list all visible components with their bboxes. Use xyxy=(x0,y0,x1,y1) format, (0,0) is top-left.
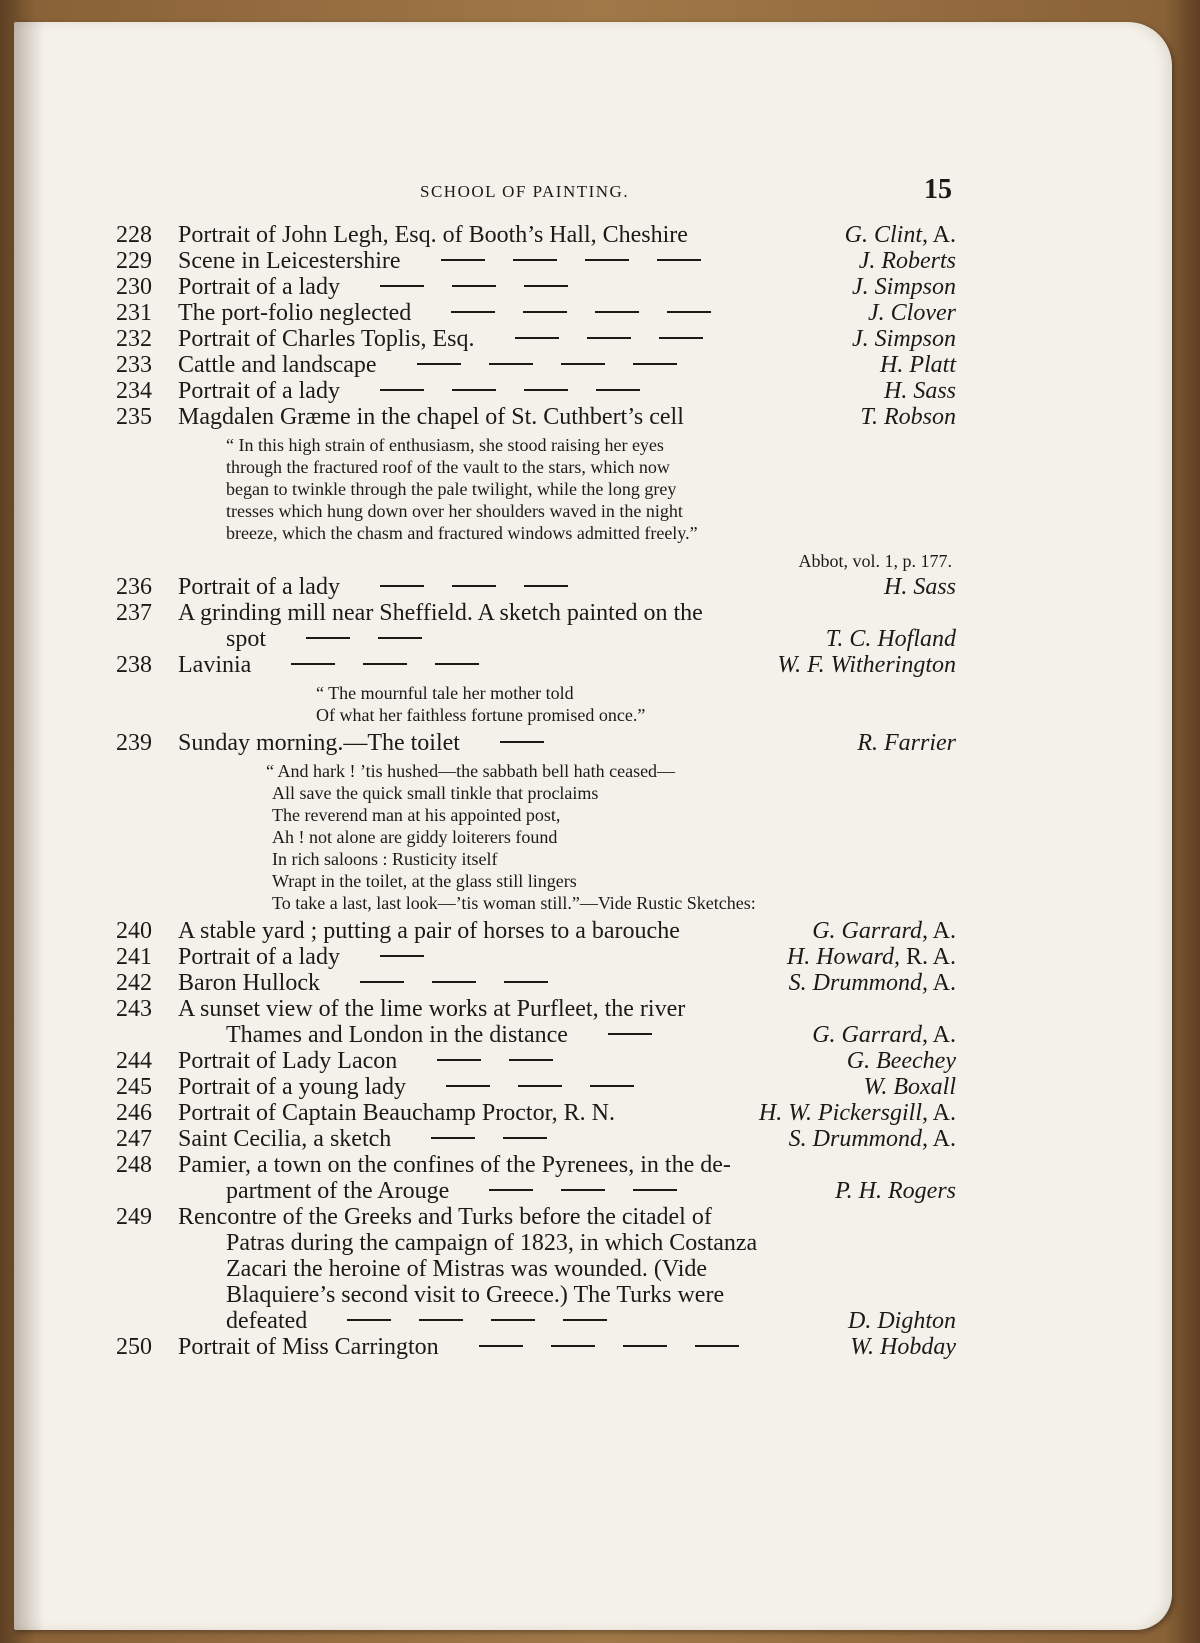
entry-number: 230 xyxy=(116,274,152,300)
entry-title: Portrait of John Legh, Esq. of Booth’s Hall, Cheshire xyxy=(178,222,688,248)
entry-title-line xyxy=(116,1204,956,1230)
entry-number: 235 xyxy=(116,404,152,430)
artist-name xyxy=(789,1126,956,1152)
entry-number: 237 xyxy=(116,600,152,626)
entry-continuation-line xyxy=(116,1178,956,1204)
entry-number: 241 xyxy=(116,944,152,970)
leader-dash xyxy=(524,585,568,587)
artist-name-text: P. H. Rogers xyxy=(835,1178,956,1204)
catalogue-entry xyxy=(116,1100,956,1126)
entry-title: Thames and London in the distance xyxy=(226,1022,568,1048)
entry-title-line xyxy=(116,970,956,996)
artist-name xyxy=(880,352,956,378)
entry-title: Scene in Leicestershire xyxy=(178,248,401,274)
catalogue-entry xyxy=(116,730,956,914)
entry-title: Blaquiere’s second visit to Greece.) The Turks were xyxy=(226,1282,725,1308)
artist-name xyxy=(850,1334,956,1360)
entry-title-line xyxy=(116,378,956,404)
catalogue-entry xyxy=(116,404,956,574)
artist-name-text: J. Clover xyxy=(868,300,956,326)
quotation-line: Ah ! not alone are giddy loiterers found xyxy=(272,827,558,847)
leader-dash xyxy=(479,1345,523,1347)
leader-dash xyxy=(563,1319,607,1321)
leader-dash xyxy=(452,285,496,287)
entry-number: 238 xyxy=(116,652,152,678)
leader-dash xyxy=(518,1085,562,1087)
entry-title: Lavinia xyxy=(178,652,252,678)
academy-rank: A. xyxy=(927,918,956,944)
leader-dash xyxy=(590,1085,634,1087)
academy-rank: A. xyxy=(927,970,956,996)
entry-number: 234 xyxy=(116,378,152,404)
entry-title: Portrait of Captain Beauchamp Proctor, R. N. xyxy=(178,1100,615,1126)
artist-name-text: D. Dighton xyxy=(848,1308,956,1334)
entry-title: Portrait of a lady xyxy=(178,274,340,300)
catalogue-entries xyxy=(116,222,956,1360)
leader-dash xyxy=(417,363,461,365)
entry-title-line xyxy=(116,918,956,944)
catalogue-entry xyxy=(116,918,956,944)
catalogue-entry xyxy=(116,944,956,970)
artist-name-text: J. Simpson xyxy=(852,326,956,352)
academy-rank: R. A. xyxy=(899,944,956,970)
artist-name-text: J. Simpson xyxy=(852,274,956,300)
artist-name-text: H. Platt xyxy=(880,352,956,378)
quotation-citation: Abbot, vol. 1, p. 177. xyxy=(798,551,952,571)
entry-title: A grinding mill near Sheffield. A sketch painted on the xyxy=(178,600,703,626)
entry-number: 232 xyxy=(116,326,152,352)
entry-title-line xyxy=(116,730,956,756)
entry-number: 243 xyxy=(116,996,152,1022)
catalogue-entry xyxy=(116,1334,956,1360)
leader-dash xyxy=(551,1345,595,1347)
artist-name xyxy=(845,222,956,248)
catalogue-entry xyxy=(116,378,956,404)
entry-title-line xyxy=(116,1048,956,1074)
artist-name-text: H. Sass xyxy=(883,574,956,600)
entry-title: Portrait of a lady xyxy=(178,574,340,600)
artist-name-text: G. Garrard, xyxy=(812,1022,928,1048)
entry-continuation-line xyxy=(116,1256,956,1282)
leader-dash xyxy=(432,981,476,983)
leader-dash xyxy=(451,311,495,313)
entry-title-line xyxy=(116,1100,956,1126)
entry-number: 233 xyxy=(116,352,152,378)
entry-title: Portrait of a young lady xyxy=(178,1074,406,1100)
leader-dash xyxy=(489,363,533,365)
artist-name-text: G. Beechey xyxy=(846,1048,956,1074)
entry-title-line xyxy=(116,352,956,378)
artist-name xyxy=(852,274,956,300)
artist-name xyxy=(812,918,956,944)
leader-dash xyxy=(360,981,404,983)
entry-title: Portrait of a lady xyxy=(178,378,340,404)
leader-dash xyxy=(515,337,559,339)
artist-name xyxy=(789,970,956,996)
quotation-line: tresses which hung down over her shoulders waved in the night xyxy=(226,501,683,521)
artist-name xyxy=(868,300,956,326)
entry-title-line xyxy=(116,652,956,678)
entry-title: Cattle and landscape xyxy=(178,352,377,378)
entry-title: Rencontre of the Greeks and Turks before the citadel of xyxy=(178,1204,712,1230)
artist-name-text: S. Drummond, xyxy=(788,1126,928,1152)
artist-name xyxy=(777,652,956,678)
leader-dash xyxy=(587,337,631,339)
entry-title: Patras during the campaign of 1823, in which Costanza xyxy=(226,1230,758,1256)
entry-number: 248 xyxy=(116,1152,152,1178)
entry-quotation xyxy=(266,760,1006,914)
leader-dash xyxy=(513,259,557,261)
quotation-line: The reverend man at his appointed post, xyxy=(272,805,561,825)
artist-name-text: G. Clint, xyxy=(844,222,928,248)
entry-title: Saint Cecilia, a sketch xyxy=(178,1126,392,1152)
quotation-line: began to twinkle through the pale twilight, while the long grey xyxy=(226,479,677,499)
artist-name-text: H. W. Pickersgill, xyxy=(758,1100,928,1126)
leader-dash xyxy=(347,1319,391,1321)
entry-number: 249 xyxy=(116,1204,152,1230)
leader-dash xyxy=(419,1319,463,1321)
leader-dash xyxy=(491,1319,535,1321)
leader-dash xyxy=(659,337,703,339)
leader-dash xyxy=(380,585,424,587)
artist-name-text: T. Robson xyxy=(860,404,956,430)
entry-title-line xyxy=(116,326,956,352)
artist-name xyxy=(852,326,956,352)
quotation-line: Of what her faithless fortune promised once.” xyxy=(316,705,646,725)
leader-dash xyxy=(291,663,335,665)
entry-continuation-line xyxy=(116,626,956,652)
entry-number: 236 xyxy=(116,574,152,600)
entry-continuation-line xyxy=(116,1282,956,1308)
leader-dash xyxy=(378,637,422,639)
leader-dash xyxy=(503,1137,547,1139)
catalogue-entry xyxy=(116,274,956,300)
entry-title: partment of the Arouge xyxy=(226,1178,450,1204)
leader-dash xyxy=(524,389,568,391)
entry-title: Portrait of a lady xyxy=(178,944,340,970)
artist-name-text: G. Garrard, xyxy=(812,918,928,944)
entry-number: 250 xyxy=(116,1334,152,1360)
leader-dash xyxy=(437,1059,481,1061)
entry-title-line xyxy=(116,944,956,970)
entry-number: 231 xyxy=(116,300,152,326)
artist-name xyxy=(812,1022,956,1048)
entry-continuation-line xyxy=(116,1022,956,1048)
leader-dash xyxy=(500,741,544,743)
artist-name xyxy=(759,1100,956,1126)
running-head: SCHOOL OF PAINTING. xyxy=(420,182,630,201)
catalogue-entry xyxy=(116,300,956,326)
artist-name xyxy=(860,404,956,430)
catalogue-entry xyxy=(116,1048,956,1074)
quotation-line: “ The mournful tale her mother told xyxy=(316,683,574,703)
leader-dash xyxy=(363,663,407,665)
leader-dash xyxy=(561,363,605,365)
artist-name-text: H. Howard, xyxy=(786,944,900,970)
leader-dash xyxy=(380,955,424,957)
page-gutter-shadow xyxy=(14,22,44,1630)
leader-dash xyxy=(306,637,350,639)
catalogue-entry xyxy=(116,652,956,726)
entry-number: 229 xyxy=(116,248,152,274)
entry-title: Magdalen Græme in the chapel of St. Cuthbert’s cell xyxy=(178,404,684,430)
entry-number: 247 xyxy=(116,1126,152,1152)
academy-rank: A. xyxy=(927,1126,956,1152)
leader-dash xyxy=(633,1189,677,1191)
entry-title-line xyxy=(116,1126,956,1152)
entry-title: Sunday morning.—The toilet xyxy=(178,730,460,756)
quotation-line: breeze, which the chasm and fractured windows admitted freely.” xyxy=(226,523,698,543)
leader-dash xyxy=(446,1085,490,1087)
leader-dash xyxy=(452,389,496,391)
entry-number: 245 xyxy=(116,1074,152,1100)
entry-number: 240 xyxy=(116,918,152,944)
artist-name xyxy=(826,626,956,652)
entry-title: defeated xyxy=(226,1308,308,1334)
artist-name xyxy=(847,1048,956,1074)
entry-number: 244 xyxy=(116,1048,152,1074)
leader-dash xyxy=(380,285,424,287)
artist-name-text: H. Sass xyxy=(883,378,956,404)
leader-dash xyxy=(431,1137,475,1139)
entry-title-line xyxy=(116,1152,956,1178)
leader-dash xyxy=(489,1189,533,1191)
entry-title: Baron Hullock xyxy=(178,970,320,996)
entry-title: Zacari the heroine of Mistras was wounded. (Vide xyxy=(226,1256,708,1282)
quotation-line: “ In this high strain of enthusiasm, she stood raising her eyes xyxy=(226,435,664,455)
leader-dash xyxy=(595,311,639,313)
artist-name xyxy=(857,730,956,756)
quotation-line: through the fractured roof of the vault to the stars, which now xyxy=(226,457,670,477)
leader-dash xyxy=(608,1033,652,1035)
entry-title: A sunset view of the lime works at Purfleet, the river xyxy=(178,996,686,1022)
artist-name xyxy=(787,944,956,970)
leader-dash xyxy=(596,389,640,391)
catalogue-entry xyxy=(116,1152,956,1204)
leader-dash xyxy=(441,259,485,261)
entry-title: Pamier, a town on the confines of the Pyrenees, in the de- xyxy=(178,1152,731,1178)
quotation-line: “ And hark ! ’tis hushed—the sabbath bell hath ceased— xyxy=(266,761,676,781)
leader-dash xyxy=(623,1345,667,1347)
quotation-line: All save the quick small tinkle that proclaims xyxy=(272,783,599,803)
artist-name-text: W. F. Witherington xyxy=(777,652,956,678)
leader-dash xyxy=(504,981,548,983)
quotation-line: To take a last, last look—’tis woman still.”—Vide Rustic Sketches: xyxy=(272,893,756,913)
artist-name xyxy=(884,378,956,404)
leader-dash xyxy=(657,259,701,261)
entry-title-line xyxy=(116,996,956,1022)
entry-title-line xyxy=(116,248,956,274)
artist-name xyxy=(859,248,956,274)
entry-continuation-line xyxy=(116,1308,956,1334)
catalogue-entry xyxy=(116,222,956,248)
artist-name xyxy=(864,1074,956,1100)
entry-title-line xyxy=(116,600,956,626)
entry-number: 239 xyxy=(116,730,152,756)
leader-dash xyxy=(667,311,711,313)
catalogue-entry xyxy=(116,1204,956,1334)
artist-name xyxy=(835,1178,956,1204)
entry-title-line xyxy=(116,1074,956,1100)
catalogue-entry xyxy=(116,1074,956,1100)
entry-number: 228 xyxy=(116,222,152,248)
entry-title-line xyxy=(116,1334,956,1360)
leader-dash xyxy=(524,285,568,287)
entry-title: Portrait of Charles Toplis, Esq. xyxy=(178,326,475,352)
leader-dash xyxy=(435,663,479,665)
entry-title-line xyxy=(116,574,956,600)
entry-title: The port-folio neglected xyxy=(178,300,412,326)
page-number: 15 xyxy=(924,174,952,205)
leader-dash xyxy=(561,1189,605,1191)
entry-number: 246 xyxy=(116,1100,152,1126)
artist-name-text: S. Drummond, xyxy=(788,970,928,996)
catalogue-entry xyxy=(116,248,956,274)
leader-dash xyxy=(633,363,677,365)
entry-quotation xyxy=(316,682,1056,726)
catalogue-entry xyxy=(116,970,956,996)
entry-number: 242 xyxy=(116,970,152,996)
catalogue-entry xyxy=(116,1126,956,1152)
quotation-line: Wrapt in the toilet, at the glass still lingers xyxy=(272,871,577,891)
entry-title-line xyxy=(116,300,956,326)
academy-rank: A. xyxy=(927,1022,956,1048)
catalogue-entry xyxy=(116,352,956,378)
entry-quotation xyxy=(226,434,966,544)
quotation-line: In rich saloons : Rusticity itself xyxy=(272,849,498,869)
catalogue-entry xyxy=(116,574,956,600)
entry-title-line xyxy=(116,404,956,430)
academy-rank: A. xyxy=(927,222,956,248)
artist-name-text: R. Farrier xyxy=(857,730,956,756)
leader-dash xyxy=(695,1345,739,1347)
entry-title: Portrait of Lady Lacon xyxy=(178,1048,398,1074)
artist-name-text: T. C. Hofland xyxy=(825,626,956,652)
leader-dash xyxy=(380,389,424,391)
catalogue-entry xyxy=(116,600,956,652)
entry-title: A stable yard ; putting a pair of horses to a barouche xyxy=(178,918,680,944)
entry-continuation-line xyxy=(116,1230,956,1256)
artist-name-text: W. Hobday xyxy=(850,1334,956,1360)
leader-dash xyxy=(523,311,567,313)
leader-dash xyxy=(509,1059,553,1061)
catalogue-entry xyxy=(116,326,956,352)
catalogue-entry xyxy=(116,996,956,1048)
artist-name xyxy=(848,1308,956,1334)
entry-title-line xyxy=(116,274,956,300)
artist-name-text: J. Roberts xyxy=(858,248,956,274)
artist-name xyxy=(884,574,956,600)
artist-name-text: W. Boxall xyxy=(863,1074,956,1100)
leader-dash xyxy=(452,585,496,587)
academy-rank: A. xyxy=(927,1100,956,1126)
entry-title-line xyxy=(116,222,956,248)
leader-dash xyxy=(585,259,629,261)
entry-title: Portrait of Miss Carrington xyxy=(178,1334,439,1360)
entry-title: spot xyxy=(226,626,267,652)
